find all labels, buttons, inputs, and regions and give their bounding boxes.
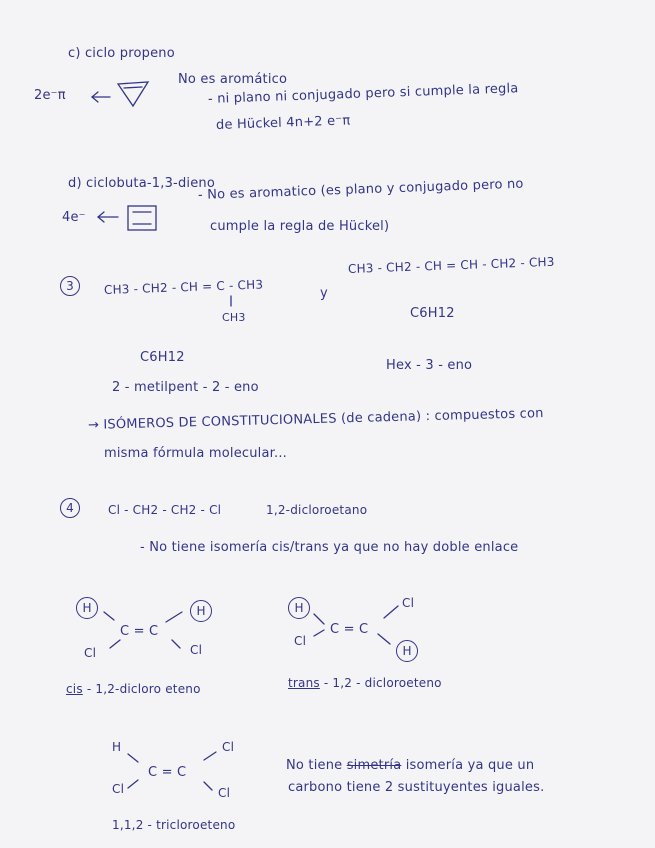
tri-hydrogen: H	[112, 740, 122, 754]
q3-conjunction: y	[320, 286, 328, 301]
tri-chlorine-3: Cl	[218, 786, 231, 800]
section-d-heading: d) ciclobuta-1,3-dieno	[68, 176, 215, 191]
cis-chlorine-1: Cl	[84, 646, 97, 660]
section-c-electrons: 2e⁻π	[34, 88, 66, 103]
question-4-number: 4	[60, 498, 80, 518]
tri-note-struck: simetría	[346, 758, 402, 773]
arrow-left-icon	[98, 212, 118, 222]
trans-name-rest: - 1,2 - dicloroeteno	[323, 676, 442, 690]
q3-name-right: Hex - 3 - eno	[386, 358, 473, 373]
tri-double-bond: C = C	[148, 765, 187, 780]
cis-chlorine-2: Cl	[190, 643, 203, 657]
trans-hydrogen-1: H	[288, 597, 310, 619]
cyclobutadiene-square-icon	[128, 206, 156, 230]
q3-name-left: 2 - metilpent - 2 - eno	[112, 380, 259, 395]
section-c-line2: - ni plano ni conjugado pero si cumple la regla	[207, 81, 519, 107]
q3-formula-right: CH3 - CH2 - CH = CH - CH2 - CH3	[347, 254, 555, 276]
section-c-line3: de Hückel 4n+2 e⁻π	[215, 113, 351, 133]
q3-molecular-right: C6H12	[410, 306, 455, 321]
section-d-electrons: 4e⁻	[62, 210, 86, 225]
trans-hydrogen-2: H	[396, 640, 418, 662]
q4-name: 1,2-dicloroetano	[266, 503, 368, 517]
cis-double-bond: C = C	[120, 624, 159, 639]
q4-statement: - No tiene isomería cis/trans ya que no hay doble enlace	[140, 540, 519, 555]
q3-formula-left: CH3 - CH2 - CH = C - CH3	[103, 277, 264, 297]
q3-methyl: CH3	[222, 311, 246, 324]
q3-note-line1: → ISÓMEROS DE CONSTITUCIONALES (de cadena) : compuestos con	[87, 406, 544, 433]
section-c-line1: No es aromático	[178, 72, 288, 87]
section-d-line1: - No es aromatico (es plano y conjugado pero no	[197, 176, 524, 203]
cis-hydrogen-1: H	[76, 597, 98, 619]
tri-note-line2: carbono tiene 2 sustituyentes iguales.	[288, 780, 545, 795]
q4-formula: Cl - CH2 - CH2 - Cl	[108, 503, 222, 517]
cis-hydrogen-2: H	[190, 600, 212, 622]
cyclopropene-triangle-icon	[118, 82, 148, 106]
tri-name: 1,1,2 - tricloroeteno	[112, 818, 236, 832]
question-3-number: 3	[60, 276, 80, 296]
trans-chlorine-1: Cl	[402, 596, 415, 610]
section-c-heading: c) ciclo propeno	[68, 46, 175, 61]
tri-note-after: isomería ya que un	[405, 758, 535, 773]
tri-chlorine-1: Cl	[222, 740, 235, 754]
q3-molecular-left: C6H12	[140, 350, 185, 365]
tri-chlorine-2: Cl	[112, 782, 125, 796]
trans-prefix: trans	[288, 676, 320, 690]
trans-chlorine-2: Cl	[294, 634, 307, 648]
q3-note-line2: misma fórmula molecular...	[104, 446, 288, 461]
arrow-left-icon	[92, 92, 110, 102]
cis-prefix: cis	[66, 682, 83, 696]
cis-name-rest: - 1,2-dicloro eteno	[86, 682, 201, 696]
section-d-line2: cumple la regla de Hückel)	[210, 219, 390, 234]
tri-note-before: No tiene	[286, 758, 343, 773]
trans-double-bond: C = C	[330, 622, 369, 637]
